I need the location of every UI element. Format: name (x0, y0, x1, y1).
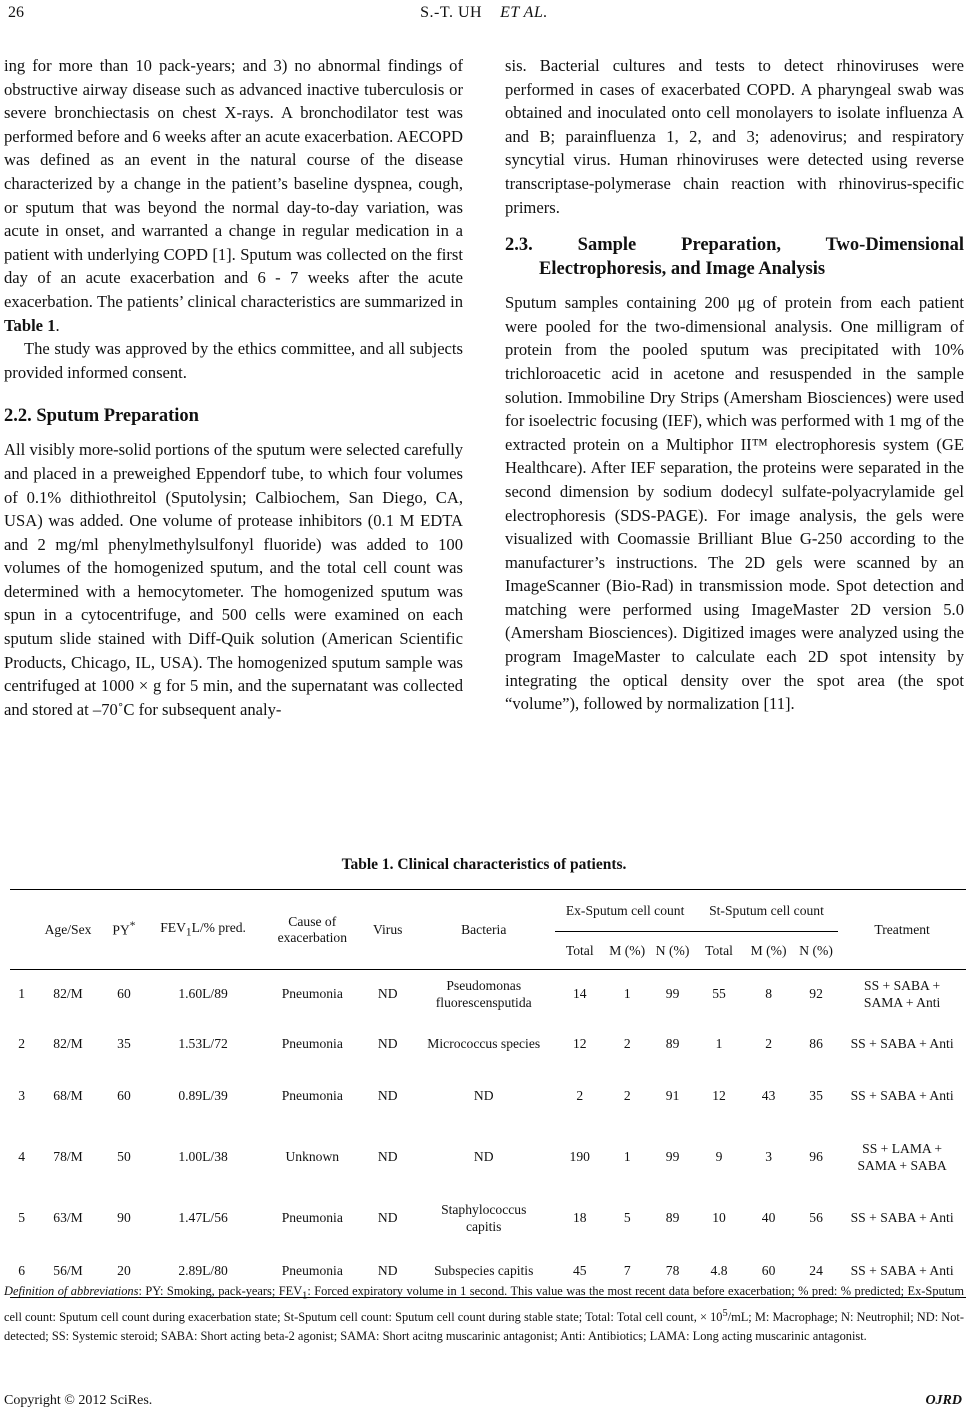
cell-index: 4 (18, 1149, 25, 1164)
cell-st-m: 3 (765, 1149, 772, 1164)
table-row (10, 1122, 966, 1192)
py-footnote-mark: * (129, 920, 136, 933)
cell-treatment: SS + SABA + Anti (850, 1088, 954, 1103)
cell-age-sex: 63/M (53, 1210, 83, 1225)
cell-bacteria: Subspecies capitis (412, 1244, 556, 1298)
col-header-st-m: M (%) (743, 932, 794, 970)
cell-ex-m: 1 (623, 1149, 631, 1164)
col-header-st-total: Total (695, 932, 744, 970)
table-row (10, 1018, 966, 1070)
cell-virus: ND (377, 986, 398, 1002)
paragraph-bacterial-cultures: sis. Bacterial cultures and tests to detect rhinoviruses were performed in cases of exacerbated COPD. A pharyngeal swab was obtained and inoculated onto cell monolayers to isolate influenza A and B; parainfluenza 1, 2, and 3; adenovirus; and respiratory syncytial virus. Human rhinoviruses were detected using reverse transcriptase-polymerase chain reaction with rhinovirus-specific primers. (505, 56, 964, 217)
cell-virus: ND (377, 1088, 398, 1103)
paragraph-ethics: The study was approved by the ethics committee, and all subjects provided informed consent. (4, 339, 463, 382)
cell-st-total: 4.8 (695, 1244, 744, 1298)
cell-treatment: SS + SABA + Anti (850, 1036, 954, 1051)
cell-cause: Pneumonia (281, 1210, 343, 1225)
col-header-fev1 (145, 890, 261, 970)
cell-py: 90 (117, 1210, 131, 1225)
cell-ex-n: 89 (665, 1036, 680, 1051)
col-header-cause: Cause of exacerbation (261, 890, 363, 970)
cell-ex-n: 89 (665, 1210, 680, 1225)
cell-ex-total: 2 (576, 1088, 584, 1103)
cell-st-n: 92 (809, 986, 823, 1002)
cell-index: 5 (18, 1210, 25, 1225)
cell-ex-m: 5 (623, 1210, 631, 1225)
cell-ex-m: 7 (604, 1244, 650, 1298)
fev-subscript: 1 (185, 926, 192, 939)
cell-ex-total: 45 (555, 1244, 604, 1298)
col-header-ex-m: M (%) (604, 932, 650, 970)
cell-st-m: 60 (743, 1244, 794, 1298)
cell-index: 2 (18, 1036, 25, 1051)
cell-fev1: 0.89L/39 (178, 1088, 228, 1103)
cell-cause: Pneumonia (281, 1036, 343, 1051)
cell-cause: Pneumonia (281, 986, 343, 1002)
cell-cause: Pneumonia (261, 1244, 363, 1298)
col-header-st-n: N (%) (794, 932, 838, 970)
cell-py: 50 (117, 1149, 131, 1164)
cell-bacteria: Pseudomonas fluorescensputida (435, 977, 532, 1010)
cell-treatment: SS + SABA + Anti (850, 1210, 954, 1225)
cell-bacteria: ND (473, 1149, 494, 1164)
footnote-subscript: 1 (302, 1290, 308, 1302)
copyright: Copyright © 2012 SciRes. (4, 1393, 153, 1408)
cell-fev1: 1.60L/89 (178, 986, 228, 1002)
cell-treatment: SS + LAMA + SAMA + SABA (857, 1140, 947, 1173)
cell-index: 6 (10, 1244, 33, 1298)
cell-ex-n: 99 (665, 986, 680, 1002)
cell-st-n: 96 (809, 1149, 823, 1164)
table-row (10, 970, 966, 1018)
cell-age-sex: 82/M (53, 1036, 83, 1051)
cell-py: 35 (117, 1036, 131, 1051)
footnote-label: Definition of abbreviations (4, 1284, 139, 1298)
fev-unit: L/% pred. (191, 920, 246, 936)
cell-st-n: 86 (809, 1036, 823, 1051)
cell-st-total: 55 (712, 986, 726, 1002)
running-head (0, 4, 968, 22)
paragraph-end: . (55, 315, 60, 335)
cell-virus: ND (377, 1036, 398, 1051)
cell-py: 20 (103, 1244, 145, 1298)
cell-bacteria: Staphylococcus capitis (441, 1201, 527, 1234)
cell-py: 60 (117, 1088, 131, 1103)
cell-fev1: 2.89L/80 (145, 1244, 261, 1298)
paragraph-text: ing for more than 10 pack-years; and 3) no abnormal findings of obstructive airway disease such as advanced inactive tuberculosis or severe bronchiectasis on chest X-rays. A bronchodilator test was performed before and 6 weeks after an acute exacerbation. AECOPD was defined as an event in the natural course of the disease characterized by a change in the patient’s baseline dyspnea, cough, or sputum that was beyond the normal day-to-day variation, was acute in onset, and warranted a change in regular medication in a patient with underlying COPD [1]. Sputum was collected on the first day of an acute exacerbation and 6 - 7 weeks after the acute exacerbation. The patients’ clinical characteristics are summarized in (4, 56, 463, 311)
cell-fev1: 1.00L/38 (178, 1149, 228, 1164)
cell-ex-m: 2 (623, 1088, 631, 1103)
cell-cause: Pneumonia (281, 1088, 343, 1103)
footnote-text-3: /mL; M: Macrophage; N: Neutrophil; ND: Not-detected; SS: Systemic steroid; SABA: Short acting beta-2 agonist; SAMA: Short acitng muscarinic antagonist; Anti: Antibiotics; LAMA: Long acting muscarinic antagonist. (4, 1310, 965, 1343)
col-header-index (10, 890, 33, 970)
cell-st-n: 35 (809, 1088, 823, 1103)
paragraph-sample-preparation: Sputum samples containing 200 μg of protein from each patient were pooled for the two-dimensional analysis. One milligram of protein from the pooled sputum was precipitated with 10% trichloroacetic acid in acetone and resuspended in the sample solution. Immobiline Dry Strips (Amersham Biosciences) were used for isoelectric focusing (IEF), which was performed with 1 mg of the extracted protein on a Multiphor II™ electrophoresis system (GE Healthcare). After IEF separation, the proteins were separated in the second dimension by sodium dodecyl sulfate-polyacrylamide gel electrophoresis (SDS-PAGE). For image analysis, the gels were visualized with Coomassie Brilliant Blue G-250 according to the manufacturer’s instructions. The 2D gels were scanned by an ImageScanner (Bio-Rad) in transmission mode. Spot detection and matching were performed using ImageMaster 2D version 5.0 (Amersham Biosciences). Digitized images were analyzed using the program ImageMaster to calculate each 2D spot intensity by integrating the optical density over the spot area (the spot “volume”), followed by normalization [11]. (505, 293, 964, 714)
col-header-bacteria: Bacteria (412, 890, 556, 970)
cell-py: 60 (117, 986, 131, 1002)
cell-st-total: 9 (715, 1149, 723, 1164)
col-header-virus: Virus (363, 890, 412, 970)
cell-virus: ND (363, 1244, 412, 1298)
section-heading-sputum-preparation: 2.2. Sputum Preparation (4, 406, 199, 427)
clinical-characteristics-table (10, 889, 966, 1298)
cell-ex-total: 12 (572, 1036, 587, 1051)
cell-st-total: 10 (712, 1210, 726, 1225)
footnote-text-2: : Forced expiratory volume in 1 second. This value was the most recent data before exacerbation; % pred: % predicted; Ex-Sputum cell count: Sputum cell count during exacerbation state; St-Sputum cell count: Sputum cell count during stable state; Total: Total cell count, × 10 (4, 1284, 964, 1325)
cell-age-sex: 78/M (53, 1149, 83, 1164)
right-column (505, 54, 964, 716)
cell-st-n: 24 (794, 1244, 838, 1298)
table-reference: Table 1 (4, 315, 56, 335)
section-heading-sample-preparation: 2.3. Sample Preparation, Two-Dimensional Electrophoresis, and Image Analysis (505, 235, 964, 280)
running-head-authors: S.-T. UH (420, 4, 483, 21)
cell-index: 3 (18, 1088, 25, 1103)
cell-st-m: 2 (765, 1036, 772, 1051)
cell-bacteria: ND (473, 1088, 494, 1103)
cell-st-m: 43 (761, 1088, 776, 1103)
paragraph-sputum-preparation: All visibly more-solid portions of the sputum were selected carefully and placed in a preweighed Eppendorf tube, to which four volumes of 0.1% dithiothreitol (Sputolysin; Calbiochem, San Diego, CA, USA) was added. One volume of protease inhibitors (0.1 M EDTA and 2 mg/ml phenylmethylsulfonyl fluoride) was added to 100 volumes of the homogenized sputum, and the total cell count was determined with a hemocytometer. The homogenized sputum was spun in a cytocentrifuge, and 500 cells were examined on each sputum slide stained with Diff-Quik solution (American Scientific Products, Chicago, IL, USA). The homogenized sputum sample was centrifuged at 1000 × g for 5 min, and the supernatant was collected and stored at –70˚C for subsequent analy- (4, 440, 463, 719)
cell-ex-m: 2 (623, 1036, 631, 1051)
cell-virus: ND (377, 1149, 398, 1164)
table-row (10, 1192, 966, 1244)
cell-ex-n: 78 (650, 1244, 694, 1298)
cell-index: 1 (18, 986, 25, 1002)
table-caption: Table 1. Clinical characteristics of patients. (341, 856, 627, 873)
cell-st-m: 8 (765, 986, 772, 1002)
col-header-treatment: Treatment (838, 890, 966, 970)
cell-fev1: 1.47L/56 (178, 1210, 228, 1225)
py-label: PY (112, 922, 130, 938)
cell-ex-n: 91 (665, 1088, 680, 1103)
journal-name: OJRD (925, 1393, 962, 1408)
col-header-py (103, 890, 145, 970)
cell-fev1: 1.53L/72 (178, 1036, 228, 1051)
cell-st-total: 12 (712, 1088, 726, 1103)
cell-age-sex: 82/M (53, 986, 83, 1002)
cell-st-n: 56 (809, 1210, 823, 1225)
cell-st-total: 1 (715, 1036, 723, 1051)
paragraph-inclusion-criteria (4, 54, 463, 337)
cell-ex-m: 1 (623, 986, 631, 1002)
cell-ex-total: 190 (569, 1149, 590, 1164)
col-header-ex-total: Total (555, 932, 604, 970)
cell-cause: Unknown (285, 1149, 340, 1164)
cell-age-sex: 68/M (53, 1088, 83, 1103)
footnote-superscript: 5 (722, 1308, 728, 1320)
running-head-et-al: ET AL. (500, 4, 548, 21)
table-footnote (4, 1282, 964, 1345)
col-group-ex-sputum: Ex-Sputum cell count (555, 890, 694, 932)
footnote-text-1: : PY: Smoking, pack-years; FEV (138, 1284, 303, 1298)
cell-st-m: 40 (761, 1210, 776, 1225)
left-column (4, 54, 463, 721)
page-number: 26 (8, 4, 24, 21)
cell-virus: ND (377, 1210, 398, 1225)
table-row (10, 1070, 966, 1122)
col-header-age-sex: Age/Sex (33, 890, 103, 970)
cell-treatment: SS + SABA + Anti (838, 1244, 966, 1298)
cell-ex-total: 18 (572, 1210, 587, 1225)
cell-ex-total: 14 (572, 986, 587, 1002)
cell-treatment: SS + SABA + SAMA + Anti (863, 977, 941, 1010)
fev-label: FEV (160, 920, 186, 936)
col-header-ex-n: N (%) (650, 932, 694, 970)
cell-bacteria: Micrococcus species (427, 1036, 541, 1051)
clinical-table-container (10, 889, 966, 1298)
cell-age-sex: 56/M (33, 1244, 103, 1298)
col-group-st-sputum: St-Sputum cell count (695, 890, 838, 932)
cell-ex-n: 99 (665, 1149, 680, 1164)
